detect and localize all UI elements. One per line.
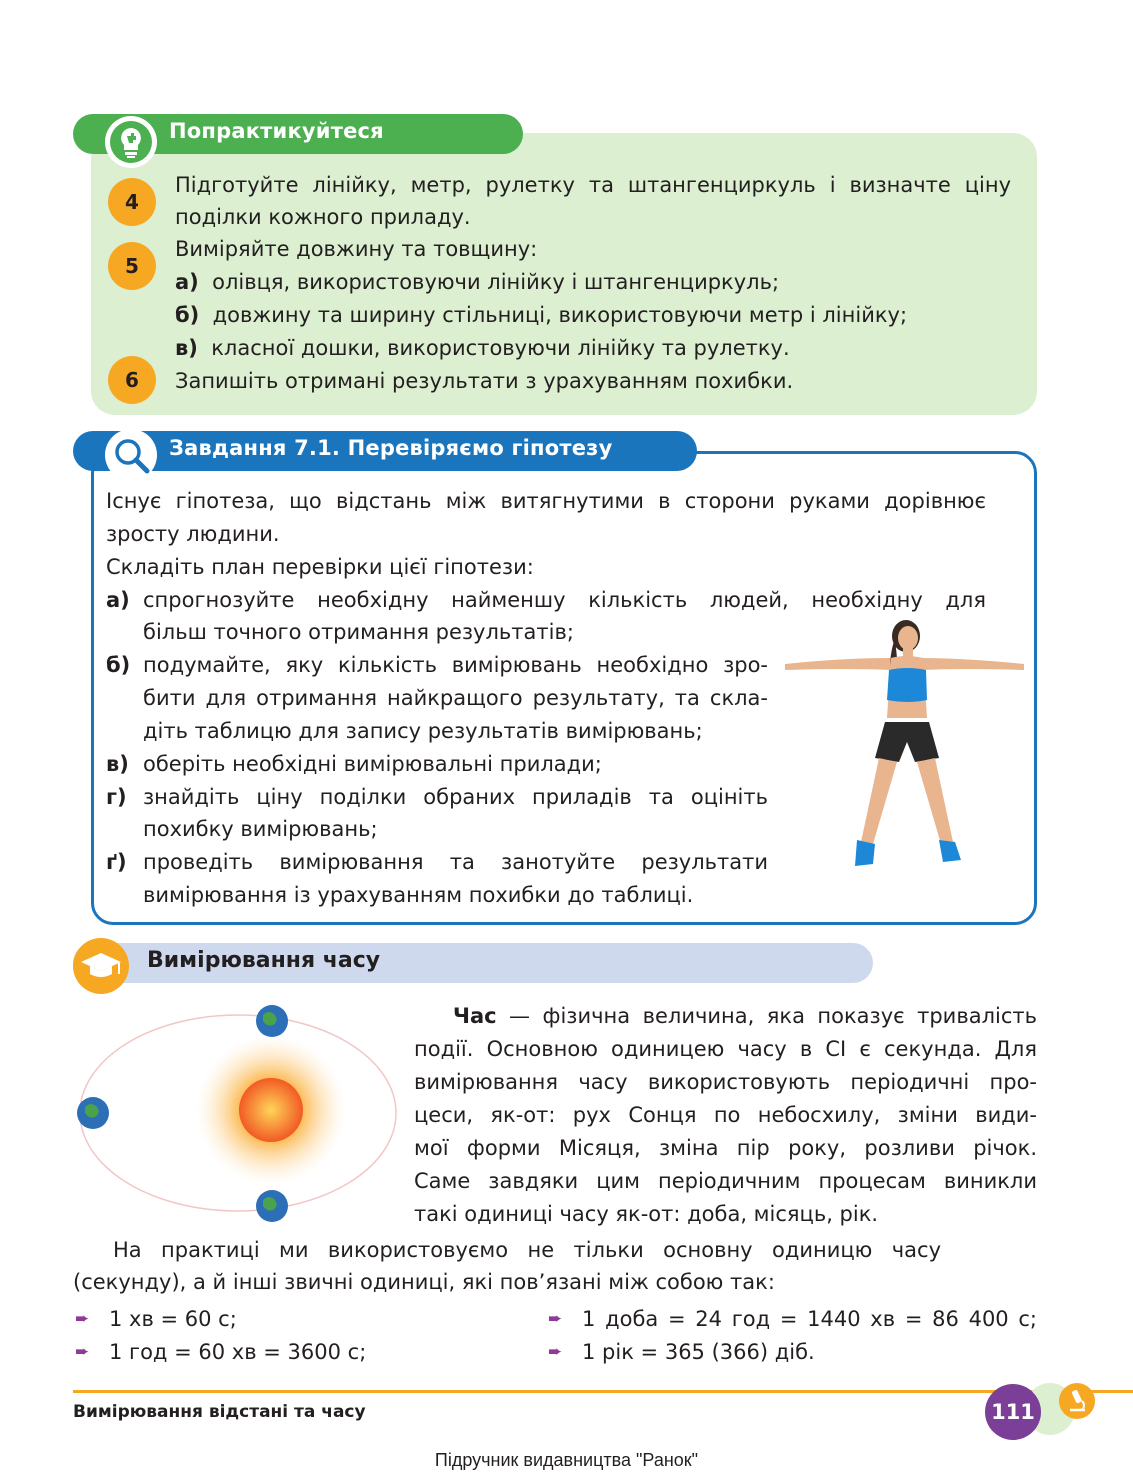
- microscope-icon: [1059, 1383, 1095, 1419]
- practice-item-6-text: Запишіть отримані результати з урахуванням похибки.: [175, 369, 794, 393]
- earth-orbit-illustration: [73, 995, 403, 1227]
- footer-divider: [73, 1390, 1133, 1393]
- bullet-arrow-icon: ➨: [548, 1309, 563, 1329]
- task-number-badge: 5: [108, 242, 156, 290]
- task-item-label: г): [106, 785, 127, 809]
- practice-subitem-v: в) класної дошки, використовуючи лінійку та рулетку.: [175, 336, 790, 360]
- practice-title: Попрактикуйтеся: [169, 119, 384, 143]
- time-section-title: Вимірювання часу: [147, 948, 381, 973]
- task-item-b-line-3: діть таблицю для запису результатів вимірювань;: [143, 719, 703, 743]
- task-intro-line-1: Існує гіпотеза, що відстань між витягнутими в сторони руками дорівнює: [106, 489, 986, 513]
- task-item-g-line-2: похибку вимірювань;: [143, 817, 378, 841]
- task-item-g2-line-2: вимірювання із урахуванням похибки до таблиці.: [143, 883, 694, 907]
- lightbulb-puzzle-icon: [105, 116, 157, 168]
- task-item-label: ґ): [106, 850, 127, 874]
- task-intro-line-3: Складіть план перевірки цієї гіпотези:: [106, 555, 534, 579]
- time-para1-line-7: такі одиниці часу як-от: доба, місяць, рік.: [414, 1202, 879, 1226]
- bullet-arrow-icon: ➨: [75, 1342, 90, 1362]
- unit-1-hour: 1 год = 60 хв = 3600 с;: [109, 1340, 367, 1364]
- task-intro-line-2: зросту людини.: [106, 522, 280, 546]
- footer-chapter-title: Вимірювання відстані та часу: [73, 1402, 366, 1422]
- task-item-g2-line-1: проведіть вимірювання та занотуйте результати: [143, 850, 768, 874]
- practice-subitem-b: б) довжину та ширину стільниці, використовуючи метр і лінійку;: [175, 303, 908, 327]
- task-item-b-line-1: подумайте, яку кількість вимірювань необхідно зро-: [143, 653, 768, 677]
- unit-1-year: 1 рік = 365 (366) діб.: [582, 1340, 815, 1364]
- bullet-arrow-icon: ➨: [548, 1342, 563, 1362]
- task-number-badge: 4: [108, 178, 156, 226]
- time-para1-line-5: мої форми Місяця, зміна пір року, розливи річок.: [414, 1136, 1037, 1160]
- time-para1-line-3: вимірювання часу використовують періодичні про-: [414, 1070, 1037, 1094]
- page-number: 111: [985, 1384, 1041, 1440]
- task-item-g-line-1: знайдіть ціну поділки обраних приладів та оцініть: [143, 785, 768, 809]
- task-item-a-line-1: спрогнозуйте необхідну найменшу кількість людей, необхідну для: [143, 588, 986, 612]
- graduation-cap-icon: [73, 938, 129, 994]
- practice-item-5-text: Виміряйте довжину та товщину:: [175, 237, 538, 261]
- task-number-badge: 6: [108, 356, 156, 404]
- task-item-b-line-2: бити для отримання найкращого результату, та скла-: [143, 686, 768, 710]
- task-item-label: б): [106, 653, 131, 677]
- time-para2-line-1: На практиці ми використовуємо не тільки основну одиницю часу: [113, 1238, 941, 1262]
- magnifier-icon: [105, 429, 157, 481]
- practice-subitem-a: а) олівця, використовуючи лінійку і штангенциркуль;: [175, 270, 780, 294]
- task-item-label: а): [106, 588, 130, 612]
- task-item-a-line-2: більш точного отримання результатів;: [143, 620, 574, 644]
- practice-item-4-line-1: Підготуйте лінійку, метр, рулетку та штангенциркуль і визначте ціну: [175, 173, 1011, 197]
- time-para2-line-2: (секунду), а й інші звичні одиниці, які пов’язані між собою так:: [73, 1270, 775, 1294]
- time-para1-line-1: Час — фізична величина, яка показує тривалість: [453, 1004, 1037, 1028]
- bullet-arrow-icon: ➨: [75, 1309, 90, 1329]
- task-item-label: в): [106, 752, 129, 776]
- time-para1-line-6: Саме завдяки цим періодичним процесам виникли: [414, 1169, 1037, 1193]
- woman-arms-outstretched-illustration: [783, 618, 1026, 873]
- task-title: Завдання 7.1. Перевіряємо гіпотезу: [169, 436, 613, 460]
- publisher-note: Підручник видавництва "Ранок": [434, 1450, 699, 1470]
- task-item-v-line-1: оберіть необхідні вимірювальні прилади;: [143, 752, 602, 776]
- time-section-header: [73, 943, 873, 983]
- practice-item-4-line-2: поділки кожного приладу.: [175, 205, 471, 229]
- time-para1-line-2: події. Основною одиницею часу в СІ є секунда. Для: [414, 1037, 1037, 1061]
- task-header: [73, 431, 697, 471]
- unit-1-min: 1 хв = 60 с;: [109, 1307, 237, 1331]
- unit-1-day: 1 доба = 24 год = 1440 хв = 86 400 с;: [582, 1307, 1037, 1331]
- time-para1-line-4: цеси, як-от: рух Сонця по небосхилу, зміни види-: [414, 1103, 1037, 1127]
